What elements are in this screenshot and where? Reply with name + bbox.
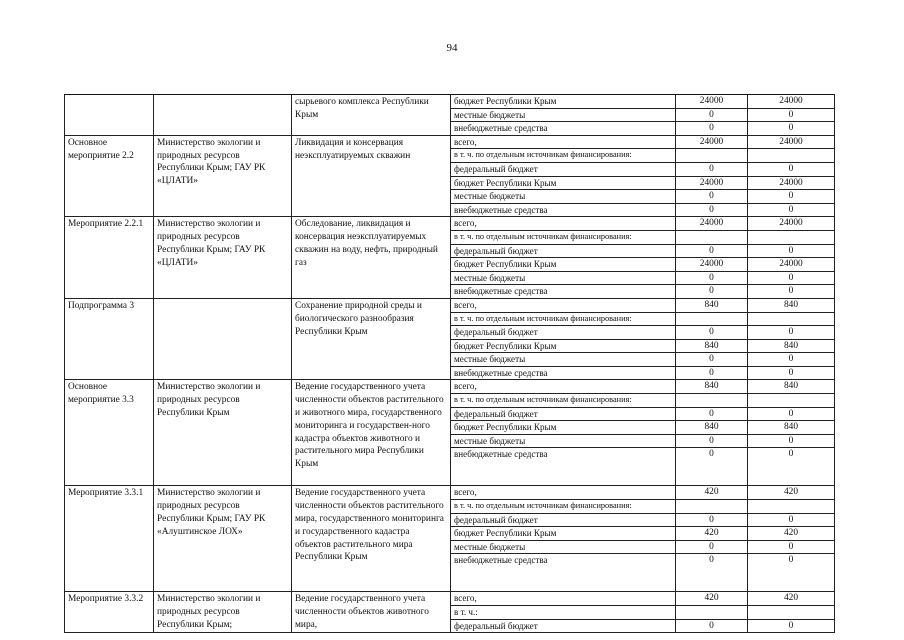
funding-source-cell: в т. ч. по отдельным источникам финансирования: (451, 149, 676, 163)
amount-cell-1: 840 (676, 298, 748, 312)
funding-source-cell: внебюджетные средства (451, 366, 676, 380)
funding-source-cell: в т. ч. по отдельным источникам финансирования: (451, 394, 676, 408)
name-cell: Ведение государственного учета численности объектов животного мира, (292, 592, 451, 633)
funding-source-cell: местные бюджеты (451, 434, 676, 448)
amount-cell-2: 24000 (748, 217, 835, 231)
amount-cell-1: 840 (676, 421, 748, 435)
funding-source-cell: всего, (451, 217, 676, 231)
amount-cell-1: 420 (676, 592, 748, 606)
amount-cell-2 (748, 312, 835, 326)
table-block (65, 592, 835, 633)
name-cell: Ликвидация и консервация неэксплуатируемых скважин (292, 135, 451, 217)
amount-cell-1: 0 (676, 513, 748, 527)
item-cell: Основное мероприятие 2.2 (65, 135, 154, 217)
funding-source-cell: местные бюджеты (451, 353, 676, 367)
amount-cell-2: 0 (748, 285, 835, 299)
table-row (65, 592, 835, 606)
amount-cell-1: 24000 (676, 95, 748, 109)
amount-cell-1: 420 (676, 486, 748, 500)
funding-source-cell: всего, (451, 135, 676, 149)
amount-cell-2: 0 (748, 326, 835, 340)
table-row (65, 217, 835, 231)
item-cell (65, 95, 154, 136)
item-cell: Мероприятие 3.3.1 (65, 486, 154, 592)
funding-source-cell: бюджет Республики Крым (451, 421, 676, 435)
amount-cell-2: 0 (748, 407, 835, 421)
amount-cell-2: 0 (748, 434, 835, 448)
funding-source-cell: всего, (451, 380, 676, 394)
funding-source-cell: бюджет Республики Крым (451, 527, 676, 541)
funding-source-cell: местные бюджеты (451, 108, 676, 122)
name-cell: сырьевого комплекса Республики Крым (292, 95, 451, 136)
amount-cell-2: 420 (748, 527, 835, 541)
amount-cell-1 (676, 606, 748, 620)
funding-source-cell: внебюджетные средства (451, 203, 676, 217)
amount-cell-2: 0 (748, 366, 835, 380)
table-block (65, 95, 835, 136)
funding-source-cell: федеральный бюджет (451, 244, 676, 258)
funding-source-cell: местные бюджеты (451, 190, 676, 204)
amount-cell-2: 0 (748, 122, 835, 136)
amount-cell-1: 0 (676, 407, 748, 421)
amount-cell-2: 0 (748, 619, 835, 633)
funding-source-cell: в т. ч.: (451, 606, 676, 620)
executor-cell: Министерство экологии и природных ресурсов Республики Крым; ГАУ РК «ЦЛАТИ» (154, 217, 292, 299)
amount-cell-1: 0 (676, 448, 748, 486)
funding-source-cell: бюджет Республики Крым (451, 258, 676, 272)
item-cell: Мероприятие 2.2.1 (65, 217, 154, 299)
amount-cell-1: 0 (676, 271, 748, 285)
amount-cell-2 (748, 500, 835, 514)
funding-source-cell: федеральный бюджет (451, 513, 676, 527)
table-block (65, 135, 835, 217)
amount-cell-1: 840 (676, 380, 748, 394)
amount-cell-1: 24000 (676, 217, 748, 231)
funding-source-cell: в т. ч. по отдельным источникам финансирования: (451, 312, 676, 326)
amount-cell-1: 0 (676, 366, 748, 380)
amount-cell-1 (676, 149, 748, 163)
amount-cell-2: 0 (748, 108, 835, 122)
amount-cell-1 (676, 230, 748, 244)
name-cell: Ведение государственного учета численности объектов растительного и животного мира, государственного мониторинга и государствен-ного кадастра объектов животного и растительного мира Республики Крым (292, 380, 451, 486)
amount-cell-2: 0 (748, 244, 835, 258)
funding-source-cell: местные бюджеты (451, 271, 676, 285)
amount-cell-1: 0 (676, 554, 748, 592)
table-block (65, 217, 835, 299)
amount-cell-2 (748, 230, 835, 244)
amount-cell-1: 0 (676, 108, 748, 122)
amount-cell-1 (676, 394, 748, 408)
funding-source-cell: федеральный бюджет (451, 407, 676, 421)
item-cell: Подпрограмма 3 (65, 298, 154, 380)
item-cell: Мероприятие 3.3.2 (65, 592, 154, 633)
amount-cell-2: 0 (748, 513, 835, 527)
executor-cell (154, 298, 292, 380)
amount-cell-1: 420 (676, 527, 748, 541)
executor-cell: Министерство экологии и природных ресурсов Республики Крым; ГАУ РК «Алуштинское ЛОХ» (154, 486, 292, 592)
amount-cell-1 (676, 312, 748, 326)
amount-cell-1: 0 (676, 540, 748, 554)
amount-cell-1: 0 (676, 122, 748, 136)
amount-cell-1: 24000 (676, 135, 748, 149)
table-block (65, 380, 835, 486)
funding-source-cell: федеральный бюджет (451, 326, 676, 340)
amount-cell-2: 0 (748, 448, 835, 486)
amount-cell-2: 0 (748, 190, 835, 204)
funding-source-cell: внебюджетные средства (451, 448, 676, 486)
amount-cell-2: 0 (748, 540, 835, 554)
table-row (65, 380, 835, 394)
executor-cell: Министерство экологии и природных ресурсов Республики Крым; ГАУ РК «ЦЛАТИ» (154, 135, 292, 217)
amount-cell-2: 840 (748, 421, 835, 435)
amount-cell-2: 0 (748, 203, 835, 217)
amount-cell-2: 0 (748, 554, 835, 592)
name-cell: Ведение государственного учета численности объектов растительного мира, государственного мониторинга и государственного кадастра объектов растительного мира Республики Крым (292, 486, 451, 592)
amount-cell-1: 0 (676, 619, 748, 633)
amount-cell-1: 0 (676, 244, 748, 258)
name-cell: Обследование, ликвидация и консервация неэксплуатируемых скважин на воду, нефть, природный газ (292, 217, 451, 299)
funding-source-cell: бюджет Республики Крым (451, 176, 676, 190)
amount-cell-2: 840 (748, 298, 835, 312)
table-row (65, 95, 835, 109)
executor-cell (154, 95, 292, 136)
funding-source-cell: бюджет Республики Крым (451, 339, 676, 353)
amount-cell-2: 0 (748, 271, 835, 285)
funding-source-cell: внебюджетные средства (451, 285, 676, 299)
amount-cell-2: 420 (748, 592, 835, 606)
funding-source-cell: в т. ч. по отдельным источникам финансирования: (451, 230, 676, 244)
name-cell: Сохранение природной среды и биологического разнообразия Республики Крым (292, 298, 451, 380)
executor-cell: Министерство экологии и природных ресурсов Республики Крым (154, 380, 292, 486)
amount-cell-2: 0 (748, 353, 835, 367)
funding-source-cell: федеральный бюджет (451, 162, 676, 176)
funding-source-cell: местные бюджеты (451, 540, 676, 554)
amount-cell-1: 24000 (676, 258, 748, 272)
amount-cell-2 (748, 394, 835, 408)
funding-table (64, 94, 835, 633)
table-block (65, 298, 835, 380)
amount-cell-1: 0 (676, 162, 748, 176)
amount-cell-1 (676, 500, 748, 514)
amount-cell-2: 840 (748, 380, 835, 394)
amount-cell-2: 24000 (748, 176, 835, 190)
funding-source-cell: внебюджетные средства (451, 554, 676, 592)
amount-cell-1: 840 (676, 339, 748, 353)
amount-cell-2: 420 (748, 486, 835, 500)
amount-cell-1: 24000 (676, 176, 748, 190)
funding-source-cell: внебюджетные средства (451, 122, 676, 136)
funding-source-cell: всего, (451, 592, 676, 606)
table-row (65, 298, 835, 312)
amount-cell-2 (748, 606, 835, 620)
amount-cell-2: 24000 (748, 95, 835, 109)
amount-cell-2: 24000 (748, 135, 835, 149)
table-row (65, 135, 835, 149)
amount-cell-2: 0 (748, 162, 835, 176)
amount-cell-2 (748, 149, 835, 163)
amount-cell-2: 840 (748, 339, 835, 353)
amount-cell-1: 0 (676, 326, 748, 340)
table-block (65, 486, 835, 592)
amount-cell-1: 0 (676, 203, 748, 217)
amount-cell-1: 0 (676, 434, 748, 448)
funding-source-cell: всего, (451, 298, 676, 312)
page-number: 94 (446, 42, 458, 54)
funding-source-cell: бюджет Республики Крым (451, 95, 676, 109)
funding-source-cell: всего, (451, 486, 676, 500)
amount-cell-1: 0 (676, 285, 748, 299)
funding-source-cell: федеральный бюджет (451, 619, 676, 633)
amount-cell-1: 0 (676, 190, 748, 204)
funding-source-cell: в т. ч. по отдельным источникам финансирования: (451, 500, 676, 514)
amount-cell-1: 0 (676, 353, 748, 367)
table-row (65, 486, 835, 500)
item-cell: Основное мероприятие 3.3 (65, 380, 154, 486)
amount-cell-2: 24000 (748, 258, 835, 272)
executor-cell: Министерство экологии и природных ресурсов Республики Крым; (154, 592, 292, 633)
